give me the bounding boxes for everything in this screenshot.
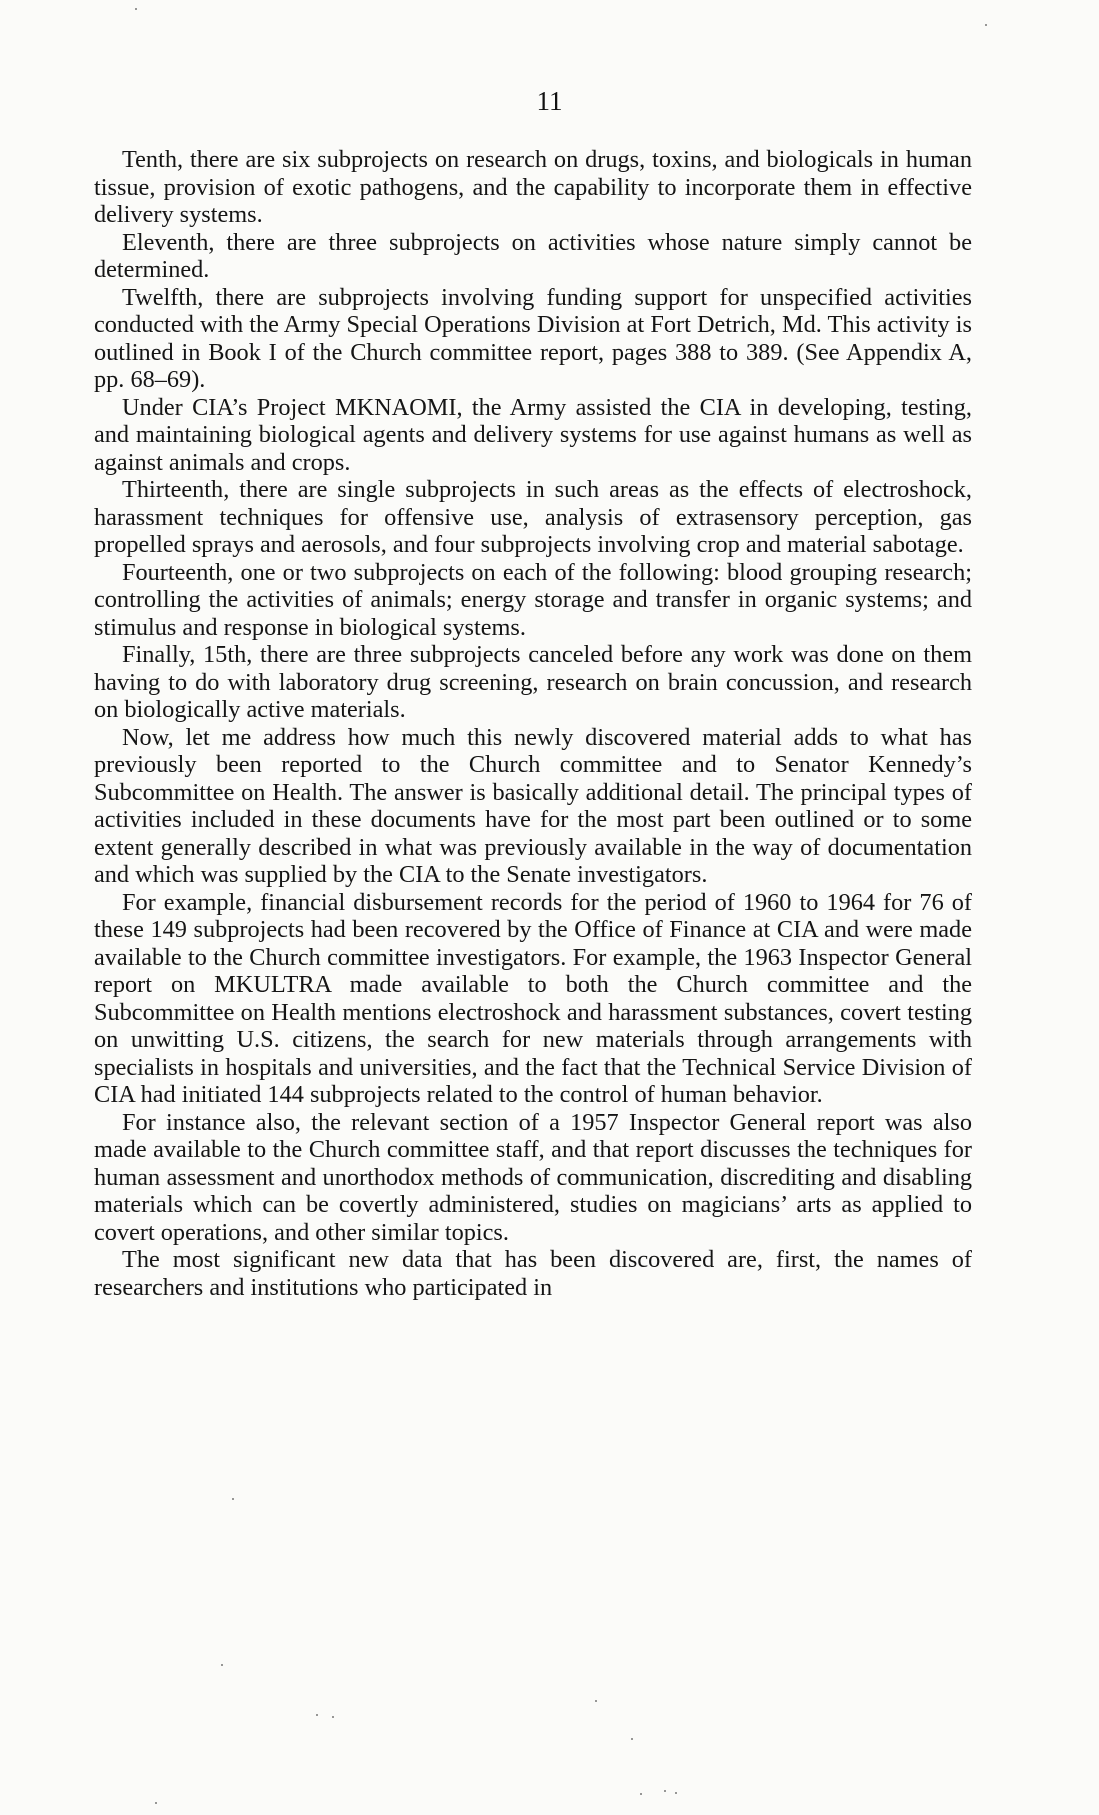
- paragraph-fourteenth: Fourteenth, one or two subprojects on each of the following: blood grouping research; controlling the activities of animals; energy storage and transfer in organic systems; and stimulus and response in biological systems.: [94, 558, 972, 641]
- paragraph-significant-data: The most significant new data that has been discovered are, first, the names of researchers and institutions who participated in: [94, 1246, 972, 1301]
- scan-speck: [675, 1792, 677, 1794]
- scan-speck: [631, 1738, 633, 1740]
- scan-speck: [221, 1664, 223, 1666]
- scan-speck: [232, 1498, 234, 1500]
- paragraph-mknaomi: Under CIA’s Project MKNAOMI, the Army assisted the CIA in developing, testing, and maintaining biological agents and delivery systems for use against humans as well as against animals and crops.: [94, 393, 972, 476]
- paragraph-twelfth: Twelfth, there are subprojects involving funding support for unspecified activities conducted with the Army Special Operations Division at Fort Detrich, Md. This activity is outlined in Book I of the Church committee report, pages 388 to 389. (See Appendix A, pp. 68–69).: [94, 283, 972, 393]
- scan-speck: [135, 8, 137, 10]
- scan-speck: [595, 1700, 597, 1702]
- scan-speck: [332, 1716, 334, 1718]
- paragraph-fifteenth: Finally, 15th, there are three subprojects canceled before any work was done on them having to do with laboratory drug screening, research on brain concussion, and research on biologically active materials.: [94, 641, 972, 723]
- scan-speck: [155, 1802, 157, 1804]
- paragraph-financial-records: For example, financial disbursement records for the period of 1960 to 1964 for 76 of these 149 subprojects had been recovered by the Office of Finance at CIA and were made available to the Church committee investigators. For example, the 1963 Inspector General report on MKULTRA made available to both the Church committee and the Subcommittee on Health mentions electroshock and harassment substances, covert testing on unwitting U.S. citizens, the search for new materials through arrangements with specialists in hospitals and universities, and the fact that the Technical Service Division of CIA had initiated 144 subprojects related to the control of human behavior.: [94, 888, 972, 1108]
- scan-speck: [640, 1793, 642, 1795]
- body-text: [94, 146, 972, 1301]
- scan-speck: [316, 1714, 318, 1716]
- paragraph-1957-report: For instance also, the relevant section of a 1957 Inspector General report was also made available to the Church committee staff, and that report discusses the techniques for human assessment and unorthodox methods of communication, discrediting and disabling materials which can be covertly administered, studies on magicians’ arts as applied to covert operations, and other similar topics.: [94, 1108, 972, 1246]
- paragraph-thirteenth: Thirteenth, there are single subprojects in such areas as the effects of electroshock, harassment techniques for offensive use, analysis of extrasensory perception, gas propelled sprays and aerosols, and four subprojects involving crop and material sabotage.: [94, 476, 972, 558]
- paragraph-tenth: Tenth, there are six subprojects on research on drugs, toxins, and biologicals in human tissue, provision of exotic pathogens, and the capability to incorporate them in effective delivery systems.: [94, 146, 972, 228]
- scan-speck: [664, 1790, 666, 1792]
- scan-speck: [985, 24, 987, 26]
- paragraph-new-material: Now, let me address how much this newly discovered material adds to what has previously been reported to the Church committee and to Senator Kennedy’s Subcommittee on Health. The answer is basically additional detail. The principal types of activities included in these documents have for the most part been outlined or to some extent generally described in what was previously available in the way of documentation and which was supplied by the CIA to the Senate investigators.: [94, 723, 972, 888]
- paragraph-eleventh: Eleventh, there are three subprojects on activities whose nature simply cannot be determined.: [94, 228, 972, 283]
- page-number: 11: [536, 86, 563, 116]
